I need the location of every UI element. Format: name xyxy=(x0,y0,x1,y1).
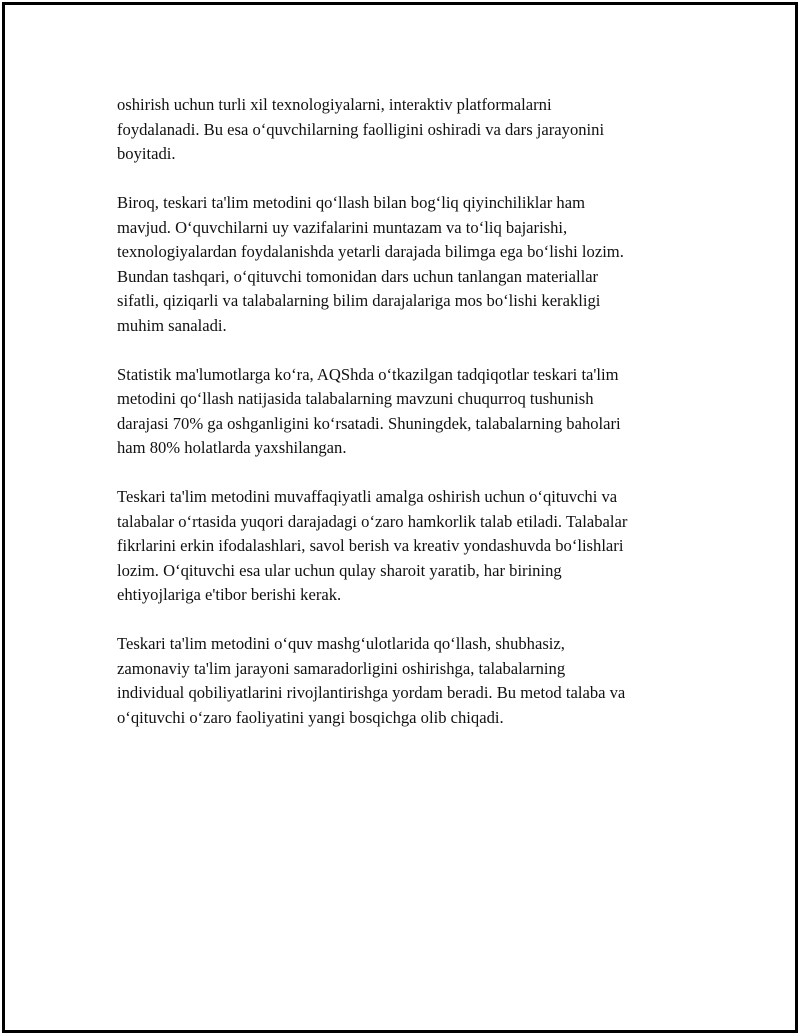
text-line: ham 80% holatlarda yaxshilangan. xyxy=(117,438,347,457)
text-line: o‘qituvchi o‘zaro faoliyatini yangi bosqichga olib chiqadi. xyxy=(117,707,504,727)
text-line: Bundan tashqari, o‘qituvchi tomonidan dars uchun tanlangan materiallar xyxy=(117,266,599,286)
text-line: Statistik ma'lumotlarga ko‘ra, AQShda o‘tkazilgan tadqiqotlar teskari ta'lim xyxy=(117,364,619,384)
text-line: darajasi 70% ga oshganligini ko‘rsatadi. Shuningdek, talabalarning baholari xyxy=(117,413,621,433)
text-line: zamonaviy ta'lim jarayoni samaradorligini oshirishga, talabalarning xyxy=(117,658,566,678)
text-line: metodini qo‘llash natijasida talabalarning mavzuni chuqurroq tushunish xyxy=(117,389,594,408)
text-line: mavjud. O‘quvchilarni uy vazifalarini muntazam va to‘liq bajarishi, xyxy=(117,217,568,237)
text-line: individual qobiliyatlarini rivojlantirishga yordam beradi. Bu metod talaba va xyxy=(117,683,626,702)
document-body xyxy=(117,93,692,755)
text-line: Biroq, teskari ta'lim metodini qo‘llash bilan bog‘liq qiyinchiliklar ham xyxy=(117,193,585,212)
text-line: Teskari ta'lim metodini o‘quv mashg‘ulotlarida qo‘llash, shubhasiz, xyxy=(117,634,565,653)
paragraph-3 xyxy=(117,363,692,461)
paragraph-2 xyxy=(117,191,692,338)
text-line: talabalar o‘rtasida yuqori darajadagi o‘zaro hamkorlik talab etiladi. Talabalar xyxy=(117,511,628,531)
paragraph-5 xyxy=(117,632,692,730)
text-line: muhim sanaladi. xyxy=(117,315,227,335)
text-line: foydalanadi. Bu esa o‘quvchilarning faolligini oshiradi va dars jarayonini xyxy=(117,119,605,139)
paragraph-4 xyxy=(117,485,692,608)
text-line: fikrlarini erkin ifodalashlari, savol berish va kreativ yondashuvda bo‘lishlari xyxy=(117,536,624,555)
text-line: Teskari ta'lim metodini muvaffaqiyatli amalga oshirish uchun o‘qituvchi va xyxy=(117,487,618,506)
text-line: boyitadi. xyxy=(117,144,176,163)
paragraph-1 xyxy=(117,93,692,167)
text-line: texnologiyalardan foydalanishda yetarli darajada bilimga ega bo‘lishi lozim. xyxy=(117,242,624,261)
text-line: sifatli, qiziqarli va talabalarning bilim darajalariga mos bo‘lishi kerakligi xyxy=(117,291,601,310)
text-line: oshirish uchun turli xil texnologiyalarni, interaktiv platformalarni xyxy=(117,95,552,114)
text-line: ehtiyojlariga e'tibor berishi kerak. xyxy=(117,585,342,604)
text-line: lozim. O‘qituvchi esa ular uchun qulay sharoit yaratib, har birining xyxy=(117,560,562,580)
